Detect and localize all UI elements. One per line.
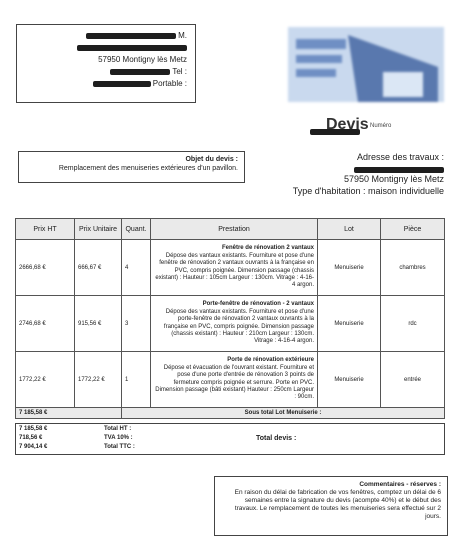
devis-title: Devis xyxy=(326,116,369,133)
client-tel-line xyxy=(110,67,187,76)
table-row xyxy=(16,240,445,296)
client-portable-label: Portable : xyxy=(152,79,187,88)
prestation-desc: Dépose et évacuation de l'ouvrant existant. Fourniture et pose d'une porte d'entrée de rénovation 3 points de fermeture compris poignée et serrure. Porte en PVC. Dimension passage (bâti existant) Hauteur : 250cm Largeur : 90cm. xyxy=(155,364,314,401)
col-prestation: Prestation xyxy=(151,219,318,240)
redacted-work-street xyxy=(354,167,444,173)
cell-piece: entrée xyxy=(381,352,445,408)
redacted-street xyxy=(77,45,187,51)
cell-quant: 3 xyxy=(122,296,151,352)
col-lot: Lot xyxy=(318,219,381,240)
cell-quant: 4 xyxy=(122,240,151,296)
total-ttc-label: Total TTC : xyxy=(104,444,135,450)
table-header-row xyxy=(16,219,445,240)
client-portable-line xyxy=(93,79,187,88)
totals-box xyxy=(15,423,445,455)
prestation-title: Porte-fenêtre de rénovation - 2 vantaux xyxy=(202,301,314,308)
cell-lot: Menuiserie xyxy=(318,240,381,296)
cell-prix-unitaire: 1772,22 € xyxy=(75,352,122,408)
cell-prestation xyxy=(151,296,318,352)
work-address-street xyxy=(354,164,444,174)
prestation-desc: Dépose des vantaux existants. Fourniture et pose d'une porte-fenêtre de rénovation 2 vantaux ouvrants à la française en PVC, compris poignée. Dimension passage (chassis existant) : Hauteur : 210cm Largeur : 130cm. Vitrage : 4-16-4 argon. xyxy=(163,308,314,345)
house-logo-icon xyxy=(288,27,444,102)
client-tel-label: Tel : xyxy=(172,67,187,76)
comments-box xyxy=(214,476,448,536)
cell-prestation xyxy=(151,352,318,408)
subtotal-label: Sous total Lot Menuiserie : xyxy=(122,408,445,419)
subtotal-row xyxy=(16,408,445,419)
objet-box xyxy=(18,151,245,183)
cell-lot: Menuiserie xyxy=(318,296,381,352)
col-prix-unitaire: Prix Unitaire xyxy=(75,219,122,240)
prestation-title: Fenêtre de rénovation 2 vantaux xyxy=(221,245,314,252)
comments-text: En raison du délai de fabrication de vos fenêtres, comptez un délai de 6 semaines entre la signature du devis (acompte 40%) et le début des travaux. Le remplacement de toutes les menuiseries sera effectué sur 2 jours. xyxy=(234,489,441,520)
objet-title: Objet du devis : xyxy=(185,156,238,163)
company-logo xyxy=(288,27,444,102)
col-piece: Pièce xyxy=(381,219,445,240)
client-name-line xyxy=(86,31,187,40)
cell-prestation xyxy=(151,240,318,296)
cell-prix-unitaire: 915,56 € xyxy=(75,296,122,352)
work-address-type: Type d'habitation : maison individuelle xyxy=(292,186,444,196)
tva-value: 718,56 € xyxy=(19,435,43,441)
cell-prix-ht: 1772,22 € xyxy=(16,352,75,408)
redacted-tel xyxy=(110,69,170,75)
client-prefix: M. xyxy=(178,31,187,40)
tva-label: TVA 10% : xyxy=(104,435,133,441)
table-row xyxy=(16,352,445,408)
work-address-city: 57950 Montigny lès Metz xyxy=(343,174,444,184)
table-row xyxy=(16,296,445,352)
cell-prix-ht: 2666,68 € xyxy=(16,240,75,296)
prestation-title: Porte de rénovation extérieure xyxy=(227,357,314,364)
devis-number-label: Numéro xyxy=(370,123,392,129)
total-ttc-value: 7 904,14 € xyxy=(19,444,48,450)
cell-prix-unitaire: 666,67 € xyxy=(75,240,122,296)
total-devis-label: Total devis : xyxy=(256,435,297,442)
cell-quant: 1 xyxy=(122,352,151,408)
client-address-box xyxy=(16,24,196,103)
redacted-portable xyxy=(93,81,151,87)
subtotal-value: 7 185,58 € xyxy=(16,408,122,419)
comments-title: Commentaires - réserves : xyxy=(359,481,441,488)
total-ht-label: Total HT : xyxy=(104,426,132,432)
objet-text: Remplacement des menuiseries extérieures d'un pavillon. xyxy=(58,165,238,172)
cell-piece: chambres xyxy=(381,240,445,296)
cell-piece: rdc xyxy=(381,296,445,352)
total-ht-value: 7 185,58 € xyxy=(19,426,48,432)
cell-lot: Menuiserie xyxy=(318,352,381,408)
col-quant: Quant. xyxy=(122,219,151,240)
client-street-line xyxy=(77,43,187,52)
client-city: 57950 Montigny lès Metz xyxy=(98,55,187,64)
col-prix-ht: Prix HT xyxy=(16,219,75,240)
quote-table xyxy=(15,218,445,419)
work-address-title: Adresse des travaux : xyxy=(356,152,444,162)
prestation-desc: Dépose des vantaux existants. Fourniture et pose d'une fenêtre de rénovation 2 vantaux ouvrants à la française en PVC, compris poignée. Dimension passage (chassis existant) : Hauteur : 105cm Largeur : 130cm. Vitrage : 4-16-4 argon. xyxy=(155,252,314,289)
redacted-client-name xyxy=(86,33,176,39)
cell-prix-ht: 2746,68 € xyxy=(16,296,75,352)
